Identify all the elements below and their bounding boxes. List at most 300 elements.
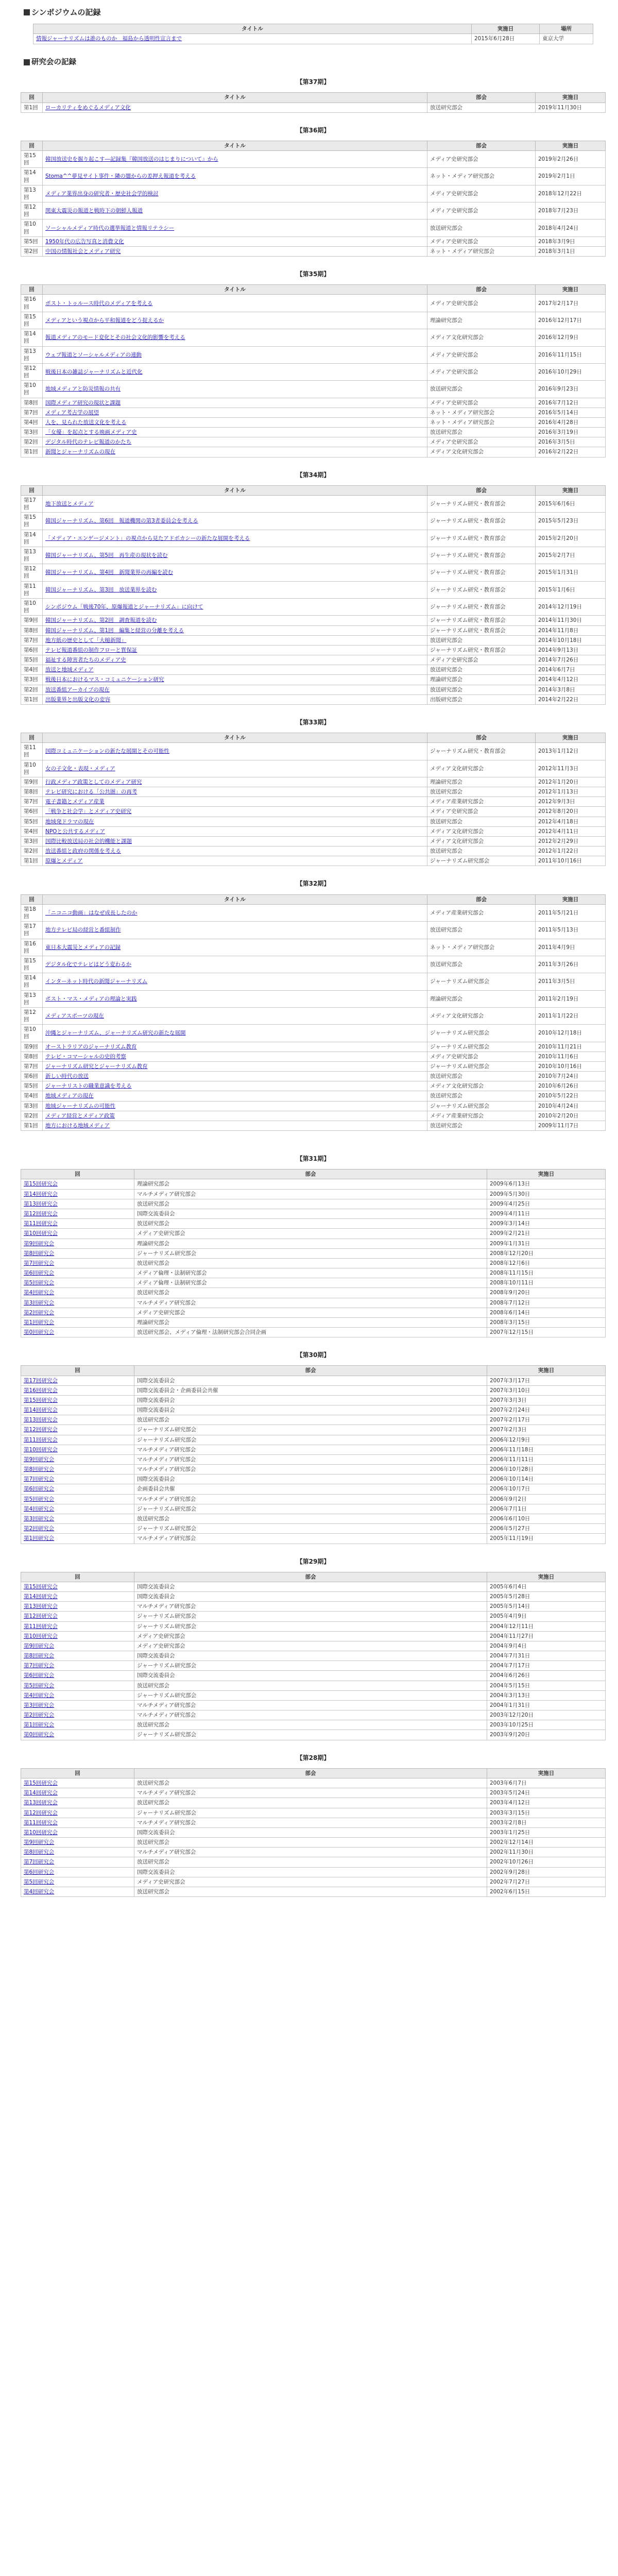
research-heading	[24, 58, 606, 68]
cell: 第4回	[21, 417, 43, 427]
title-link[interactable]: 国際コミュニケーションの新たな展開とその可能性	[45, 748, 169, 755]
cell	[43, 151, 427, 168]
report-link[interactable]: 第2回研究会	[24, 1712, 55, 1719]
table-row	[21, 1710, 606, 1720]
cell	[21, 1621, 134, 1631]
cell	[21, 1710, 134, 1720]
cell	[21, 1818, 134, 1827]
cell: 放送研究部会	[427, 956, 536, 973]
cell: 2009年5月30日	[487, 1189, 606, 1199]
cell: 2008年9月20日	[487, 1288, 606, 1298]
cell	[21, 1454, 134, 1464]
cell: 2005年5月28日	[487, 1592, 606, 1602]
table-row	[21, 1631, 606, 1641]
title-link[interactable]: 国際比較放送局の社会的機能と課題	[45, 838, 132, 844]
cell: ジャーナリズム研究部会	[427, 856, 536, 866]
report-link[interactable]: 第11回研究会	[24, 1436, 58, 1443]
cell: 第9回	[21, 777, 43, 787]
cell: ジャーナリズム研究・教育部会	[427, 743, 536, 760]
cell	[21, 1887, 134, 1896]
report-link[interactable]: 第15回研究会	[24, 1583, 58, 1590]
title-link[interactable]: ジャーナリストの職業意識を考える	[45, 1083, 132, 1090]
cell: ジャーナリズム研究部会	[134, 1612, 487, 1621]
table-row	[21, 635, 606, 645]
cell: 第3回	[21, 836, 43, 846]
title-link[interactable]: 行政メディア政策としてのメディア研究	[45, 778, 142, 785]
cell	[43, 655, 427, 665]
table-row	[21, 1592, 606, 1602]
report-link[interactable]: 第17回研究会	[24, 1377, 58, 1384]
cell: 第2回	[21, 246, 43, 256]
cell: ジャーナリズム研究部会	[134, 1621, 487, 1631]
title-link[interactable]: 関東大震災の報道と戦時下の朝鮮人報道	[45, 208, 143, 214]
title-link[interactable]: 地域メディアと防災情報の共有	[45, 386, 121, 393]
cell: 第2回	[21, 846, 43, 856]
table-row	[21, 1328, 606, 1337]
report-link[interactable]: 第9回研究会	[24, 1240, 55, 1247]
title-link[interactable]: メディア考古学の展望	[45, 409, 99, 416]
cell: 国際交流委員会	[134, 1867, 487, 1877]
title-link[interactable]: 報道メディアのモード変化とその社会文化的影響を考える	[45, 334, 185, 341]
title-link[interactable]: メディア業界出身の研究者・歴史社会学的検討	[45, 190, 159, 197]
cell	[43, 346, 427, 363]
cell: 放送研究部会	[427, 1121, 536, 1130]
cell	[43, 547, 427, 564]
cell	[43, 817, 427, 826]
cell: 2018年4月24日	[536, 219, 606, 236]
title-link[interactable]: 韓国ジャーナリズム、第6回 報道機関の第3者委員会を考える	[45, 518, 198, 524]
title-link[interactable]: ポスト・マス・メディアの理論と実践	[45, 995, 137, 1002]
cell: ジャーナリズム研究・教育部会	[427, 616, 536, 625]
cell: 国際交流委員会	[134, 1405, 487, 1415]
report-link[interactable]: 第0回研究会	[24, 1329, 55, 1336]
table-row	[21, 1798, 606, 1808]
report-link[interactable]: 第1回研究会	[24, 1535, 55, 1542]
cell: 放送研究部会	[427, 1091, 536, 1101]
report-link[interactable]: 第5回研究会	[24, 1280, 55, 1286]
report-link[interactable]: 第5回研究会	[24, 1682, 55, 1689]
report-link[interactable]: 第8回研究会	[24, 1653, 55, 1659]
report-link[interactable]: 第6回研究会	[24, 1672, 55, 1679]
cell: 第15回	[21, 956, 43, 973]
title-link[interactable]: 原爆とメディア	[45, 858, 83, 865]
cell	[21, 1376, 134, 1385]
title-link[interactable]: 放送番組と政府の関係を考える	[45, 848, 121, 855]
cell: 2006年11月11日	[487, 1454, 606, 1464]
cell: 第4回	[21, 826, 43, 836]
title-link[interactable]: 「ニコニコ動画」はなぜ成長したのか	[45, 909, 138, 916]
report-link[interactable]: 第10回研究会	[24, 1446, 58, 1453]
cell: 2008年12月6日	[487, 1258, 606, 1268]
cell	[43, 1121, 427, 1130]
table-row	[21, 168, 606, 185]
cell: 2018年12月22日	[536, 185, 606, 202]
cell	[21, 1504, 134, 1514]
report-link[interactable]: 第12回研究会	[24, 1211, 58, 1217]
table-row	[21, 447, 606, 457]
title-link[interactable]: 放送番組アーカイブの現在	[45, 686, 110, 693]
cell	[43, 616, 427, 625]
report-link[interactable]: 第12回研究会	[24, 1427, 58, 1433]
report-link[interactable]: 第13回研究会	[24, 1603, 58, 1610]
title-link[interactable]: ポスト・トゥルース時代のメディアを考える	[45, 300, 153, 307]
cell: 2015年6月6日	[536, 495, 606, 512]
cell: 2002年12月14日	[487, 1838, 606, 1848]
report-link[interactable]: 第14回研究会	[24, 1191, 58, 1197]
report-link[interactable]: 第4回研究会	[24, 1888, 55, 1895]
report-link[interactable]: 第3回研究会	[24, 1702, 55, 1708]
cell: 第10回	[21, 760, 43, 777]
cell: 2010年2月20日	[536, 1111, 606, 1121]
period-table	[21, 1365, 606, 1544]
report-link[interactable]: 第4回研究会	[24, 1692, 55, 1699]
table-row	[21, 1278, 606, 1288]
table-row	[21, 1524, 606, 1534]
report-link[interactable]: 第11回研究会	[24, 1819, 58, 1826]
title-link[interactable]: 地域ジャーナリズムの可能性	[45, 1103, 116, 1109]
title-link[interactable]: 「女優」を起点とする映画メディア史	[45, 429, 137, 436]
cell: 2011年2月19日	[536, 990, 606, 1007]
report-link[interactable]: 第6回研究会	[24, 1486, 55, 1493]
symposium-table	[33, 24, 593, 44]
report-link[interactable]: 第7回研究会	[24, 1663, 55, 1669]
col-header: 実施日	[536, 93, 606, 103]
report-link[interactable]: 第7回研究会	[24, 1260, 55, 1266]
title-link[interactable]: メディア経営とメディア政策	[45, 1112, 115, 1119]
cell: ネット・メディア研究部会	[427, 168, 536, 185]
table-row	[21, 185, 606, 202]
period-table	[21, 485, 606, 705]
title-link[interactable]: 地下放送とメディア	[45, 501, 94, 507]
cell: 第6回	[21, 807, 43, 817]
col-header: 回	[21, 733, 43, 743]
cell: 第17回	[21, 922, 43, 939]
report-link[interactable]: 第8回研究会	[24, 1250, 55, 1257]
cell: マルチメディア研究部会	[134, 1848, 487, 1857]
cell: 放送研究部会	[134, 1199, 487, 1209]
report-link[interactable]: 第13回研究会	[24, 1417, 58, 1423]
cell: 第15回	[21, 151, 43, 168]
cell	[43, 202, 427, 219]
cell: 2004年1月31日	[487, 1700, 606, 1710]
cell: 2008年7月12日	[487, 1298, 606, 1308]
title-link[interactable]: 新しい時代の放送	[45, 1073, 89, 1080]
cell: 放送研究部会	[427, 922, 536, 939]
report-link[interactable]: 第0回研究会	[24, 1732, 55, 1738]
title-link[interactable]: 放送と地域メディア	[45, 667, 94, 673]
cell	[43, 295, 427, 312]
title-link[interactable]: 韓国ジャーナリズム、第5回 再生産の現状を読む	[45, 552, 168, 559]
cell: 第2回	[21, 685, 43, 694]
cell: 2005年11月19日	[487, 1534, 606, 1544]
report-link[interactable]: 第8回研究会	[24, 1466, 55, 1473]
report-link[interactable]: 第2回研究会	[24, 1526, 55, 1532]
report-link[interactable]: 第1回研究会	[24, 1319, 55, 1326]
cell	[21, 1268, 134, 1278]
report-link[interactable]: 第3回研究会	[24, 1299, 55, 1306]
cell: 放送研究部会	[134, 1798, 487, 1808]
report-link[interactable]: 第4回研究会	[24, 1505, 55, 1512]
cell: 2002年11月30日	[487, 1848, 606, 1857]
title-link[interactable]: 韓国ジャーナリズム、第4回 新聞業界の再編を読む	[45, 569, 174, 576]
cell	[21, 1425, 134, 1435]
cell: 第3回	[21, 675, 43, 685]
col-header: 回	[21, 285, 43, 295]
cell: 2005年6月4日	[487, 1582, 606, 1591]
report-link[interactable]: 第13回研究会	[24, 1800, 58, 1806]
title-link[interactable]: 戦後日本の雑誌ジャーナリズムと近代化	[45, 368, 143, 375]
cell	[43, 635, 427, 645]
table-row	[21, 807, 606, 817]
cell: 2017年2月17日	[536, 295, 606, 312]
cell: 第13回	[21, 346, 43, 363]
table-row	[21, 1288, 606, 1298]
title-link[interactable]: 女の子文化・表現・メディア	[45, 765, 115, 772]
title-link[interactable]: 出版業界と出版文化の変容	[45, 696, 110, 703]
cell: 2015年1月6日	[536, 581, 606, 598]
cell: 2006年10月14日	[487, 1475, 606, 1484]
period-label: 【第35期】	[296, 270, 330, 278]
table-row	[21, 513, 606, 530]
cell	[21, 1308, 134, 1317]
title-link[interactable]: ソーシャルメディア時代の選挙報道と情報リテラシー	[45, 225, 175, 231]
report-link[interactable]: 第8回研究会	[24, 1849, 55, 1856]
report-link[interactable]: 第15回研究会	[24, 1780, 58, 1786]
title-link[interactable]: メディアという視点から平和報道をどう捉えるか	[45, 317, 164, 324]
table-row	[21, 1867, 606, 1877]
cell: 2009年1月31日	[487, 1239, 606, 1248]
report-link[interactable]: 第15回研究会	[24, 1181, 58, 1188]
table-row	[21, 1848, 606, 1857]
title-link[interactable]: 「メディア・エンゲージメント」の視点から見たアドボカシーの新たな展開を考える	[45, 535, 250, 541]
cell: 2019年2月1日	[536, 168, 606, 185]
cell: 2004年7月31日	[487, 1651, 606, 1661]
report-link[interactable]: 第9回研究会	[24, 1456, 55, 1463]
cell: 2007年3月17日	[487, 1376, 606, 1385]
cell: 2014年11月30日	[536, 616, 606, 625]
table-row	[21, 1641, 606, 1651]
report-link[interactable]: 第10回研究会	[24, 1633, 58, 1639]
table-row	[21, 1072, 606, 1081]
cell: 2015年5月23日	[536, 513, 606, 530]
col-header: 部会	[427, 485, 536, 495]
cell: メディア文化研究部会	[427, 826, 536, 836]
cell: ネット・メディア研究部会	[427, 246, 536, 256]
title-link[interactable]: テレビ研究における「公共圏」の再考	[45, 789, 138, 795]
cell	[43, 665, 427, 675]
report-link[interactable]: 第15回研究会	[24, 1397, 58, 1403]
cell	[43, 447, 427, 457]
table-row	[21, 616, 606, 625]
title-link[interactable]: インターネット時代の新聞ジャーナリズム	[45, 978, 148, 985]
cell	[43, 398, 427, 408]
title-link[interactable]: 地方テレビ局の経営と番組制作	[45, 927, 121, 934]
cell	[21, 1700, 134, 1710]
title-link[interactable]: オーストラリアのジャーナリズム教育	[45, 1043, 137, 1050]
table-row	[21, 1101, 606, 1111]
cell: ジャーナリズム研究部会	[427, 1042, 536, 1052]
cell: 2002年6月15日	[487, 1887, 606, 1896]
title-link[interactable]: 韓国ジャーナリズム、第1回 編集と経営の分離を考える	[45, 627, 184, 634]
report-link[interactable]: 第5回研究会	[24, 1496, 55, 1502]
col-header: 回	[21, 1572, 134, 1582]
report-link[interactable]: 第14回研究会	[24, 1790, 58, 1797]
report-link[interactable]: 第7回研究会	[24, 1859, 55, 1866]
symposium-heading-text: シンポジウムの記録	[31, 8, 101, 17]
report-link[interactable]: 第11回研究会	[24, 1623, 58, 1630]
cell: 第10回	[21, 598, 43, 615]
title-link[interactable]: 1950年代の広告写真と消費文化	[45, 238, 124, 245]
title-link[interactable]: 沖縄とジャーナリズム、ジャーナリズム研究の新たな展開	[45, 1030, 186, 1037]
table-row	[21, 1661, 606, 1671]
title-link[interactable]: ジャーナリズム研究とジャーナリズム教育	[45, 1063, 148, 1070]
cell: 2002年10月26日	[487, 1857, 606, 1867]
title-link[interactable]: テレビ・コマーシャルの史的考察	[45, 1053, 126, 1060]
title-link[interactable]: 「戦争と社会学」とメディア史研究	[45, 808, 132, 815]
cell: 放送研究部会	[427, 103, 536, 112]
report-link[interactable]: 第14回研究会	[24, 1594, 58, 1600]
cell: 2014年3月8日	[536, 685, 606, 694]
cell: メディア文化研究部会	[427, 1007, 536, 1024]
table-row	[21, 1454, 606, 1464]
cell: 2004年6月26日	[487, 1671, 606, 1681]
table-row	[21, 856, 606, 866]
cell: メディア文化研究部会	[427, 1081, 536, 1091]
report-link[interactable]: 第7回研究会	[24, 1476, 55, 1483]
report-link[interactable]: 第9回研究会	[24, 1642, 55, 1649]
title-link[interactable]: 東日本大震災とメディアの記録	[45, 944, 121, 951]
report-link[interactable]: 第10回研究会	[24, 1230, 58, 1237]
report-link[interactable]: 第12回研究会	[24, 1613, 58, 1620]
col-header: 部会	[134, 1572, 487, 1582]
cell: 2006年11月18日	[487, 1445, 606, 1454]
cell	[21, 1278, 134, 1288]
cell: ジャーナリズム研究部会	[134, 1730, 487, 1740]
title-link[interactable]: 地方における地域メディア	[45, 1122, 110, 1129]
title-link[interactable]: テレビ報道番組の制作フローと質保証	[45, 647, 138, 653]
cell	[43, 675, 427, 685]
title-link[interactable]: 電子書籍とメディア産業	[45, 799, 105, 805]
cell: 2019年11月30日	[536, 103, 606, 112]
title-link[interactable]: 韓国放送史を掘り起こす―記録集『韓国放送のはじまりについて』から	[45, 156, 218, 163]
cell: 2013年1月12日	[536, 743, 606, 760]
title-link[interactable]: 福祉する障害者たちのメディア史	[45, 657, 126, 664]
cell	[43, 495, 427, 512]
report-link[interactable]: 第1回研究会	[24, 1722, 55, 1728]
cell	[43, 625, 427, 635]
report-link[interactable]: 第6回研究会	[24, 1270, 55, 1277]
cell	[43, 417, 427, 427]
table-row	[21, 1788, 606, 1798]
symposium-link[interactable]: 情報ジャーナリズムは誰のものか 福島から透明性宣言まで	[36, 36, 182, 42]
cell: 2018年3月1日	[536, 246, 606, 256]
table-row	[21, 1179, 606, 1189]
cell: ジャーナリズム研究・教育部会	[427, 581, 536, 598]
report-link[interactable]: 第12回研究会	[24, 1809, 58, 1816]
table-row	[21, 1494, 606, 1504]
cell	[43, 1025, 427, 1042]
report-link[interactable]: 第5回研究会	[24, 1878, 55, 1885]
cell: 2008年10月11日	[487, 1278, 606, 1288]
report-link[interactable]: 第9回研究会	[24, 1839, 55, 1846]
col-header: 部会	[427, 733, 536, 743]
cell	[21, 1827, 134, 1837]
title-link[interactable]: 韓国ジャーナリズム、第3回 放送業界を読む	[45, 586, 157, 593]
report-link[interactable]: 第2回研究会	[24, 1309, 55, 1316]
title-link[interactable]: デジタル化でテレビはどう変わるか	[45, 961, 132, 968]
table-row	[21, 1808, 606, 1818]
title-link[interactable]: 国際メディア研究の現状と課題	[45, 399, 121, 406]
cell	[43, 777, 427, 787]
cell: 理論研究部会	[134, 1317, 487, 1327]
cell: 第2回	[21, 437, 43, 447]
table-row	[21, 1405, 606, 1415]
cell: 第13回	[21, 547, 43, 564]
report-link[interactable]: 第13回研究会	[24, 1200, 58, 1207]
table-row	[21, 1025, 606, 1042]
cell: 2011年5月21日	[536, 904, 606, 921]
table-row	[21, 1229, 606, 1239]
report-link[interactable]: 第16回研究会	[24, 1387, 58, 1394]
cell: 2010年11月21日	[536, 1042, 606, 1052]
cell	[21, 1631, 134, 1641]
cell	[43, 581, 427, 598]
title-link[interactable]: 中国の情報社会とメディア研究	[45, 248, 121, 255]
title-link[interactable]: Stoma^^夢見サイト事件・隣の闇からの差押え報道を考える	[45, 173, 196, 180]
title-link[interactable]: ウェブ報道とソーシャルメディアの連動	[45, 351, 142, 358]
col-header: 実施日	[536, 733, 606, 743]
title-link[interactable]: ローカリティをめぐるメディア文化	[45, 104, 131, 111]
cell	[43, 856, 427, 866]
cell: メディア史研究部会	[427, 807, 536, 817]
report-link[interactable]: 第11回研究会	[24, 1221, 58, 1227]
cell: 放送研究部会	[427, 665, 536, 675]
cell	[21, 1405, 134, 1415]
title-link[interactable]: 新聞とジャーナリズムの現在	[45, 449, 116, 455]
cell: 2016年7月12日	[536, 398, 606, 408]
report-link[interactable]: 第14回研究会	[24, 1407, 58, 1414]
cell: 第12回	[21, 1007, 43, 1024]
title-link[interactable]: 戦後日本におけるマス・コミュニケーション研究	[45, 676, 164, 683]
table-row	[21, 1199, 606, 1209]
title-link[interactable]: 韓国ジャーナリズム、第2回 調査報道を読む	[45, 617, 157, 624]
report-link[interactable]: 第3回研究会	[24, 1516, 55, 1522]
title-link[interactable]: 地域発ドラマの現在	[45, 818, 94, 825]
title-link[interactable]: メディアスポーツの現在	[45, 1012, 104, 1019]
title-link[interactable]: 地域メディアの現在	[45, 1093, 94, 1099]
table-row	[21, 1612, 606, 1621]
period-label: 【第28期】	[296, 1754, 330, 1761]
title-link[interactable]: 地方紙の歴史として「大槌新聞」	[45, 637, 127, 643]
table-row	[21, 797, 606, 807]
cell	[43, 1042, 427, 1052]
title-link[interactable]: デジタル時代のテレビ報道のかたち	[45, 439, 132, 446]
report-link[interactable]: 第4回研究会	[24, 1290, 55, 1296]
cell: 放送研究部会	[427, 787, 536, 797]
cell: 2014年9月13日	[536, 645, 606, 655]
report-link[interactable]: 第6回研究会	[24, 1869, 55, 1875]
col-header: タイトル	[43, 141, 427, 150]
cell	[21, 1288, 134, 1298]
cell: 第15回	[21, 513, 43, 530]
report-link[interactable]: 第10回研究会	[24, 1829, 58, 1836]
title-link[interactable]: シンポジウム「戦後70年、原爆報道とジャーナリズム」に向けて	[45, 604, 203, 611]
table-row	[21, 1700, 606, 1710]
title-link[interactable]: 人を、見られた放送文化を考える	[45, 419, 127, 426]
title-link[interactable]: NPOと公共するメディア	[45, 828, 106, 835]
cell: 2003年12月20日	[487, 1710, 606, 1720]
table-row	[21, 564, 606, 581]
